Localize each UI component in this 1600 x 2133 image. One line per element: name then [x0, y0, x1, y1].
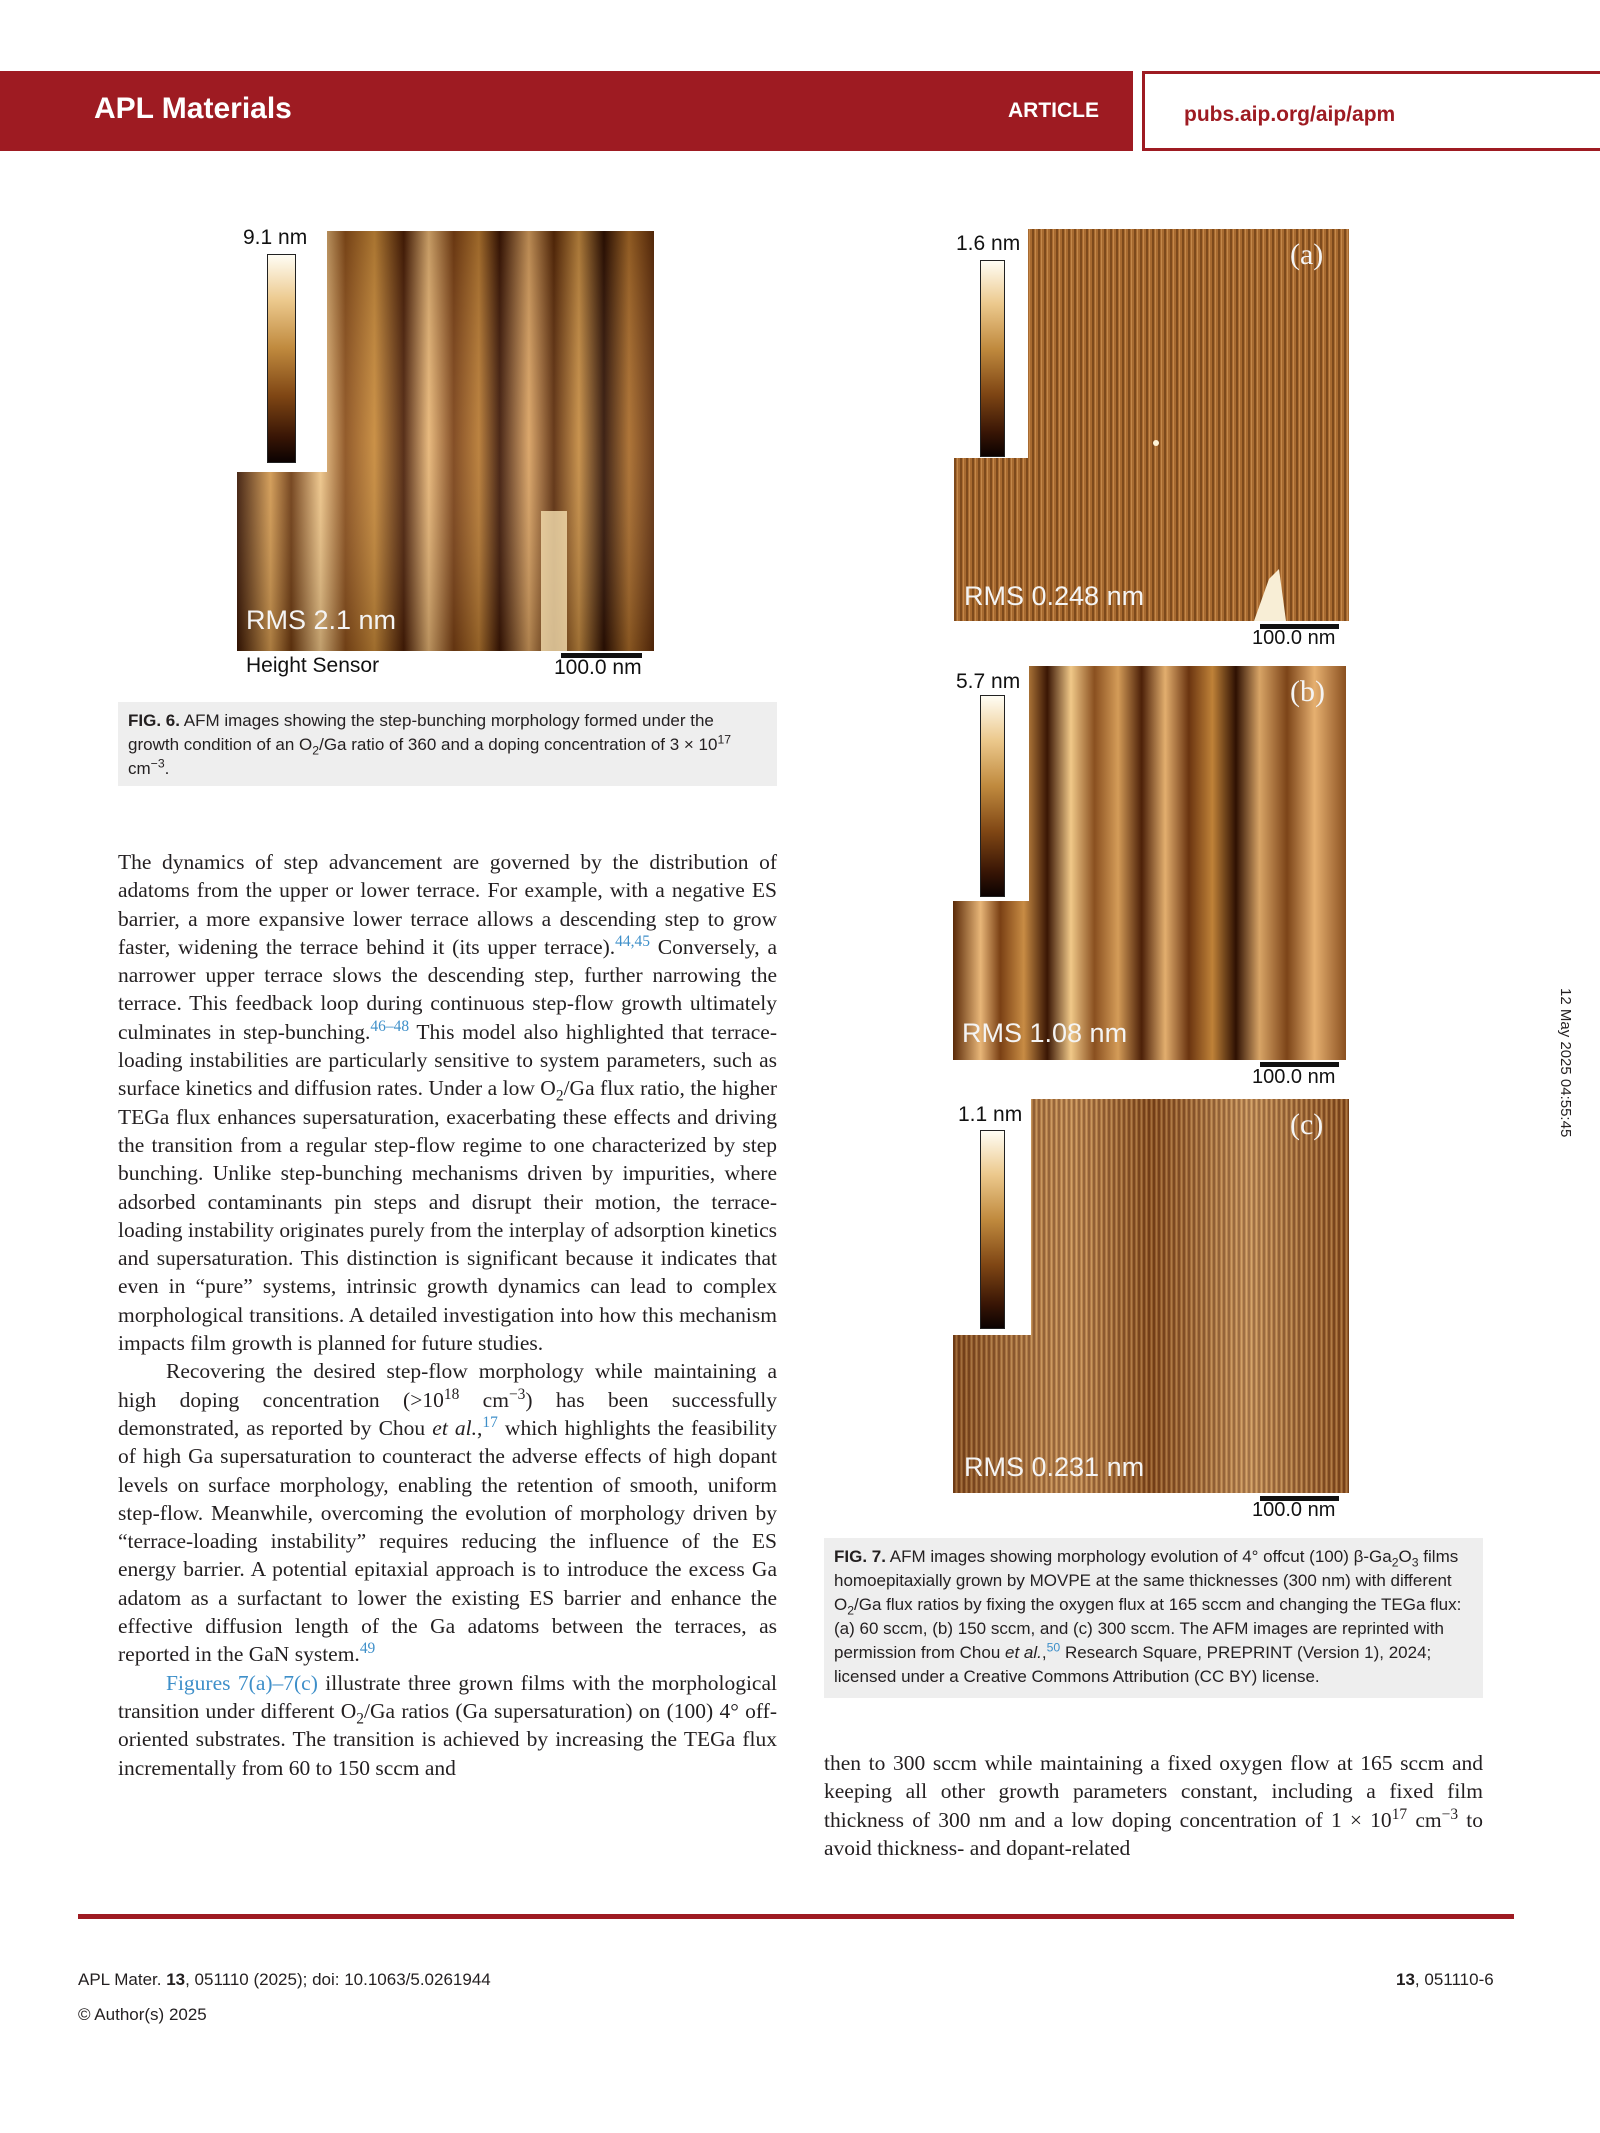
fig7c-rms-label: RMS 0.231 nm [964, 1452, 1145, 1482]
left-column [118, 848, 777, 1782]
fig7-caption-p2: O [1398, 1547, 1412, 1566]
fig7b-afm-image [953, 666, 1346, 1060]
fig7c-scale-max: 1.1 nm [958, 1103, 1023, 1126]
p2-text-b: cm [459, 1387, 509, 1412]
citation-doi[interactable]: , 051110 (2025); doi: 10.1063/5.0261944 [185, 1970, 491, 1989]
fig7c-scale-bar-label: 100.0 nm [1252, 1499, 1336, 1521]
p1-text-b: Conversely, a narrower upper terrace slows the descending step, further narrowing the terrace. This feedback loop during continuous step-flow growth ultimately culminates in step-bunching. [118, 934, 777, 1044]
fig6-afm-image [237, 231, 654, 651]
fig7b-scale-bar-label: 100.0 nm [1252, 1066, 1336, 1088]
fig6-caption-text3: cm [128, 759, 151, 778]
p3-figure-ref-link[interactable]: Figures 7(a)–7(c) [166, 1670, 318, 1695]
fig6-scale-bar-label: 100.0 nm [554, 656, 642, 679]
download-timestamp: 12 May 2025 04:55:45 [1557, 988, 1574, 1138]
footer-citation [78, 1970, 491, 1990]
fig7b-rms-label: RMS 1.08 nm [962, 1018, 1128, 1048]
p1-ref-44-45-link[interactable]: 44,45 [615, 932, 650, 950]
p3-text-a: illustrate three grown films with the morphological transition under different O [118, 1670, 777, 1723]
fig7-caption-etal: et al. [1005, 1643, 1042, 1662]
p1-text-a: The dynamics of step advancement are governed by the distribution of adatoms from the upper or lower terrace. For example, with a negative ES barrier, a more expansive lower terrace allows a descending step to grow faster, widening the terrace behind it (its upper terrace). [118, 850, 777, 959]
p2-ref-49-link[interactable]: 49 [359, 1640, 376, 1658]
fig7b-scale-max: 5.7 nm [956, 670, 1021, 693]
paragraph-2 [118, 1357, 777, 1668]
p1-text-d: /Ga flux ratio, the higher TEGa flux enhances supersaturation, exacerbating these effects and driving the transition from a regular step-flow regime to one characterized by step bunching. Unlike step-bunching mechanisms driven by impurities, where adsorbed contaminants pin steps and disrupt their motion, the terrace-loading instability originates purely from the interplay of adsorption kinetics and supersaturation. This distinction is significant because it indicates that even in “pure” systems, intrinsic growth dynamics can lead to complex morphological transitions. A detailed investigation into how this mechanism impacts film growth is planned for future studies. [118, 1076, 777, 1356]
fig7-caption-ref-link[interactable]: 50 [1046, 1640, 1061, 1655]
p4-exp-2: −3 [1441, 1805, 1459, 1823]
fig7a-panel-label: (a) [1290, 238, 1324, 271]
fig7c-panel-label: (c) [1290, 1108, 1324, 1141]
p1-ref-46-48-link[interactable]: 46–48 [370, 1017, 410, 1035]
paragraph-4 [824, 1749, 1483, 1862]
journal-url-link[interactable]: pubs.aip.org/aip/apm [1184, 103, 1396, 126]
fig7-caption-p1: AFM images showing morphology evolution of 4° offcut (100) β-Ga [885, 1547, 1392, 1566]
p2-text-a: Recovering the desired step-flow morphology while maintaining a high doping concentration (>10 [118, 1359, 777, 1412]
right-column [824, 1749, 1483, 1862]
page-volume: 13 [1396, 1970, 1415, 1989]
fig7-caption-p5: , [1041, 1643, 1047, 1662]
p2-etal: et al. [432, 1415, 477, 1440]
p2-exp-2: −3 [508, 1385, 526, 1403]
p3-text-b: /Ga ratios (Ga supersaturation) on (100) 4° off-oriented substrates. The transition is achieved by increasing the TEGa flux incrementally from 60 to 150 sccm and [118, 1698, 777, 1780]
p1-text-c: This model also highlighted that terrace-loading instabilities are particularly sensitive to system parameters, such as surface kinetics and diffusion rates. Under a low O [118, 1019, 778, 1101]
fig6-rms-label: RMS 2.1 nm [246, 605, 397, 635]
p4-text-a: then to 300 sccm while maintaining a fixed oxygen flow at 165 sccm and keeping all other growth parameters constant, including a fixed film thickness of 300 nm and a low doping concentration of 1 × 10 [824, 1751, 1483, 1832]
footer-rule [78, 1914, 1514, 1919]
p4-exp-1: 17 [1391, 1805, 1408, 1823]
paragraph-1: The dynamics of step advancement are governed by the distribution of adatoms from the upper or lower terrace. For example, with a negative ES barrier, a more expansive lower terrace allows a descending step to grow faster, widening the terrace behind it (its upper terrace).$^{44,45}$ Conversely, a narrower upper terrace slows the descending step, further narrowing the terrace. This feedback loop during continuous step-flow growth ultimately culminates in step-bunching.$^{46-48}$ This model also highlighted that terrace-loading instabilities are particularly sensitive to system parameters, such as surface kinetics and diffusion rates. Under a low $O_2/Ga$ flux ratio, the higher TEGa flux enhances supersaturation, exacerbating these effects and driving the transition from a regular step-flow regime to one characterized by step bunching. Unlike step-bunching mechanisms driven by impurities, where adsorbed contaminants pin steps and disrupt their motion, the terrace-loading instability originates purely from the interplay of adsorption kinetics and supersaturation. This distinction is significant because it indicates that even in “pure” systems, intrinsic growth dynamics can lead to complex morphological transitions. A detailed investigation into how this mechanism impacts film growth is planned for future studies. [118, 850, 778, 1356]
citation-journal: APL Mater. [78, 1970, 167, 1989]
fig7-caption-p3: films homoepitaxially grown by MOVPE at the same thicknesses (300 nm) with different O [834, 1547, 1459, 1614]
page-id: , 051110-6 [1414, 1970, 1494, 1989]
fig7a-scale-max: 1.6 nm [956, 232, 1021, 255]
fig7c-afm-image [953, 1099, 1349, 1493]
fig7b-panel-label: (b) [1290, 675, 1325, 708]
journal-title: APL Materials [94, 92, 292, 125]
fig7a-rms-label: RMS 0.248 nm [964, 581, 1145, 611]
paragraph-3: Figures 7(a)–7(c) illustrate three grown films with the morphological transition under different $O_2/Ga$ ratios (Ga supersaturation) on (100) 4° off-oriented substrates. The transition is achieved by increasing the TEGa flux incrementally from 60 to 150 sccm and [118, 1670, 777, 1780]
citation-volume: 13 [166, 1970, 186, 1989]
p4-text-c: to avoid thickness- and dopant-related [824, 1807, 1483, 1860]
fig7-caption-label: FIG. 7. [834, 1547, 886, 1566]
fig6-caption-end: . [164, 759, 170, 778]
p2-text-e: which highlights the feasibility of high Ga supersaturation to counteract the adverse effects of high dopant levels on surface morphology, enabling the retention of smooth, uniform step-flow. Meanwhile, overcoming the evolution of morphology driven by “terrace-loading instability” requires reducing the influence of the ES energy barrier. A potential epitaxial approach is to introduce the excess Ga adatom as a surfactant to lower the existing ES barrier and enhance the effective diffusion length of the Ga adatoms between the terraces, as reported in the GaN system. [118, 1415, 777, 1667]
fig7-caption-p6: Research Square, PREPRINT (Version 1), 2024; licensed under a Creative Commons Attribution (CC BY) license. [834, 1643, 1432, 1686]
article-type-label: ARTICLE [1008, 99, 1099, 122]
p2-ref-17-link[interactable]: 17 [482, 1413, 498, 1431]
fig6-scale-max: 9.1 nm [243, 226, 308, 249]
fig7a-scale-bar-label: 100.0 nm [1252, 627, 1336, 649]
p2-text-c: ) has been successfully demonstrated, as reported by Chou [118, 1387, 777, 1440]
footer-page-number [1396, 1970, 1494, 1990]
p2-exp-1: 18 [443, 1385, 460, 1403]
footer-copyright: © Author(s) 2025 [78, 2005, 207, 2024]
fig6-caption-text2: /Ga ratio of 360 and a doping concentration of 3 × 10 [319, 735, 718, 754]
p2-text-d: , [477, 1415, 483, 1440]
fig7a-afm-image [954, 229, 1349, 621]
fig7-caption-p4: /Ga flux ratios by fixing the oxygen flux at 165 sccm and changing the TEGa flux: (a) 60 sccm, (b) 150 sccm, and (c) 300 sccm. The AFM images are reprinted with permission from Chou [834, 1595, 1462, 1662]
fig6-caption-exp2: −3 [150, 756, 165, 771]
fig6-caption-text: AFM images showing the step-bunching morphology formed under the growth condition of an O [128, 711, 714, 754]
fig6-caption-label: FIG. 6. [128, 711, 180, 730]
fig7-caption: FIG. 7. AFM images showing morphology evolution of 4° offcut (100) $\beta-Ga_2O_3$ films homoepitaxially grown by MOVPE at the same thicknesses (300 nm) with different $O_2/Ga$ flux ratios by fixing the oxygen flux at 165 sccm and changing the TEGa flux: (a) 60 sccm, (b) 150 sccm, and (c) 300 sccm. The AFM images are reprinted with permission from Chou et al.,$^{50}$ Research Square, PREPRINT (Version 1), 2024; licensed under a Creative Commons Attribution (CC BY) license. [824, 1538, 1483, 1698]
fig6-caption: FIG. 6. AFM images showing the step-bunching morphology formed under the growth condition of an $O_2/Ga$ ratio of 360 and a doping concentration of $3 \times 10^{17}$ $cm^{-3}$. [118, 702, 777, 786]
fig6-caption-exp: 17 [717, 732, 732, 747]
fig6-sensor-label: Height Sensor [246, 654, 380, 677]
p4-text-b: cm [1407, 1807, 1442, 1832]
